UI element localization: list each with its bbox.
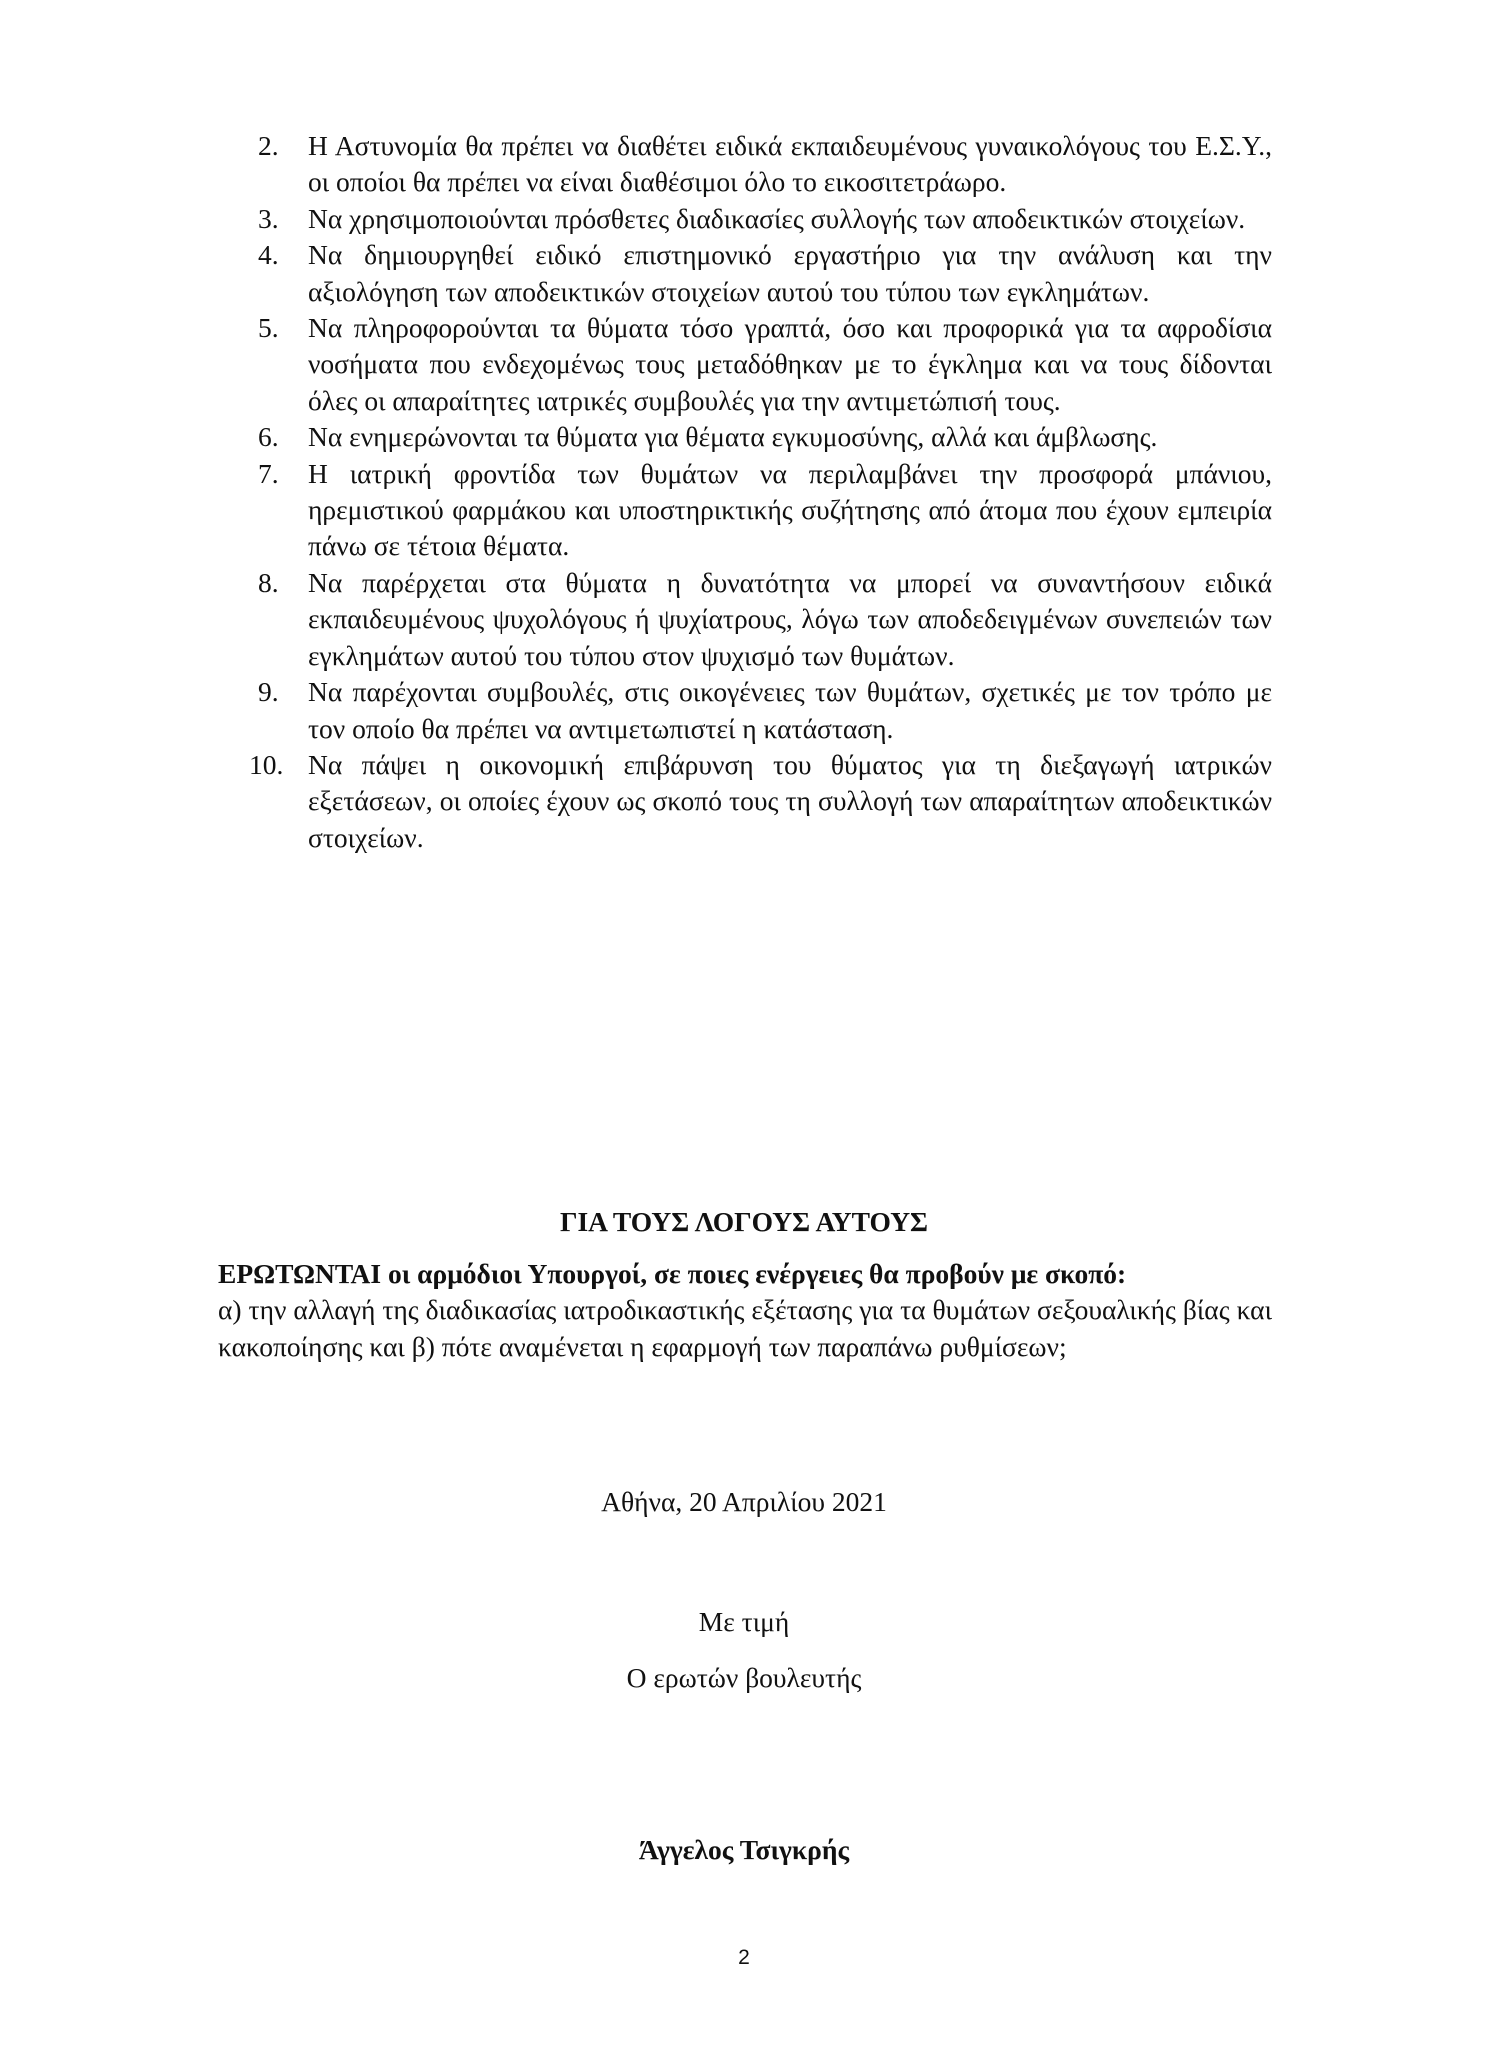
question-lead: ΕΡΩΤΩΝΤΑΙ οι αρμόδιοι Υπουργοί, σε ποιες ενέργειες θα προβούν με σκοπό: (218, 1258, 1127, 1289)
list-item-text: Η Αστυνομία θα πρέπει να διαθέτει ειδικά εκπαιδευμένους γυναικολόγους του Ε.Σ.Υ., οι οποίοι θα πρέπει να είναι διαθέσιμοι όλο το εικοσιτετράωρο. (308, 130, 1272, 198)
question-paragraph (218, 1256, 1272, 1365)
question-body: α) την αλλαγή της διαδικασίας ιατροδικαστικής εξέτασης για τα θυμάτων σεξουαλικής βίας και κακοποίησης και β) πότε αναμένεται η εφαρμογή των παραπάνω ρυθμίσεων; (218, 1294, 1272, 1362)
list-item-number: 5. (258, 312, 279, 344)
list-item (258, 674, 1272, 747)
list-item-text: Να χρησιμοποιούνται πρόσθετες διαδικασίες συλλογής των αποδεικτικών στοιχείων. (308, 202, 1246, 234)
list-item (249, 747, 1272, 856)
list-item-text: Να παρέρχεται στα θύματα η δυνατότητα να μπορεί να συναντήσουν ειδικά εκπαιδευμένους ψυχολόγους ή ψυχίατρους, λόγω των αποδεδειγμένων συνεπειών των εγκλημάτων αυτού του τύπου στον ψυχισμό των θυμάτων. (308, 566, 1272, 671)
date-line: Αθήνα, 20 Απριλίου 2021 (601, 1486, 887, 1517)
list-item-text: Να παρέχονται συμβουλές, στις οικογένειες των θυμάτων, σχετικές με τον τρόπο με τον οποίο θα πρέπει να αντιμετωπιστεί η κατάσταση. (308, 676, 1272, 744)
list-item (258, 128, 1272, 201)
recommendations-list (249, 128, 1272, 856)
list-item-text: Να δημιουργηθεί ειδικό επιστημονικό εργαστήριο για την ανάλυση και την αξιολόγηση των αποδεικτικών στοιχείων αυτού του τύπου των εγκλημάτων. (308, 239, 1272, 307)
list-item (258, 201, 1272, 237)
list-item-number: 9. (258, 676, 279, 708)
list-item (258, 456, 1272, 565)
list-item-text: Να πάψει η οικονομική επιβάρυνση του θύματος για τη διεξαγωγή ιατρικών εξετάσεων, οι οποίες έχουν ως σκοπό τους τη συλλογή των απαραίτητων αποδεικτικών στοιχείων. (308, 748, 1272, 853)
list-item-text: Να πληροφορούνται τα θύματα τόσο γραπτά, όσο και προφορικά για τα αφροδίσια νοσήματα που ενδεχομένως τους μεταδόθηκαν με το έγκλημα και να τους δίδονται όλες οι απαραίτητες ιατρικές συμβουλές για την αντιμετώπισή τους. (308, 312, 1272, 416)
list-item-text: Να ενημερώνονται τα θύματα για θέματα εγκυμοσύνης, αλλά και άμβλωσης. (308, 421, 1158, 453)
list-item-text: Η ιατρική φροντίδα των θυμάτων να περιλαμβάνει την προσφορά μπάνιου, ηρεμιστικού φαρμάκου και υποστηρικτικής συζήτησης από άτομα που έχουν εμπειρία πάνω σε τέτοια θέματα. (308, 457, 1272, 562)
list-item (258, 419, 1272, 455)
signatory-name: Άγγελος Τσιγκρής (638, 1834, 850, 1865)
closing-salutation: Με τιμή (698, 1606, 790, 1637)
list-item-number: 4. (258, 239, 279, 271)
list-item (258, 310, 1272, 419)
list-item (258, 565, 1272, 674)
section-heading: ΓΙΑ ΤΟΥΣ ΛΟΓΟΥΣ ΑΥΤΟΥΣ (559, 1206, 929, 1237)
page-number: 2 (738, 1946, 750, 1969)
list-item (258, 237, 1272, 310)
list-item-number: 7. (258, 457, 279, 489)
signatory-role: Ο ερωτών βουλευτής (626, 1662, 862, 1693)
list-item-number: 2. (258, 130, 279, 161)
list-item-number: 10. (249, 748, 284, 780)
list-item-number: 8. (258, 566, 279, 598)
list-item-number: 6. (258, 421, 279, 453)
list-item-number: 3. (258, 202, 279, 234)
